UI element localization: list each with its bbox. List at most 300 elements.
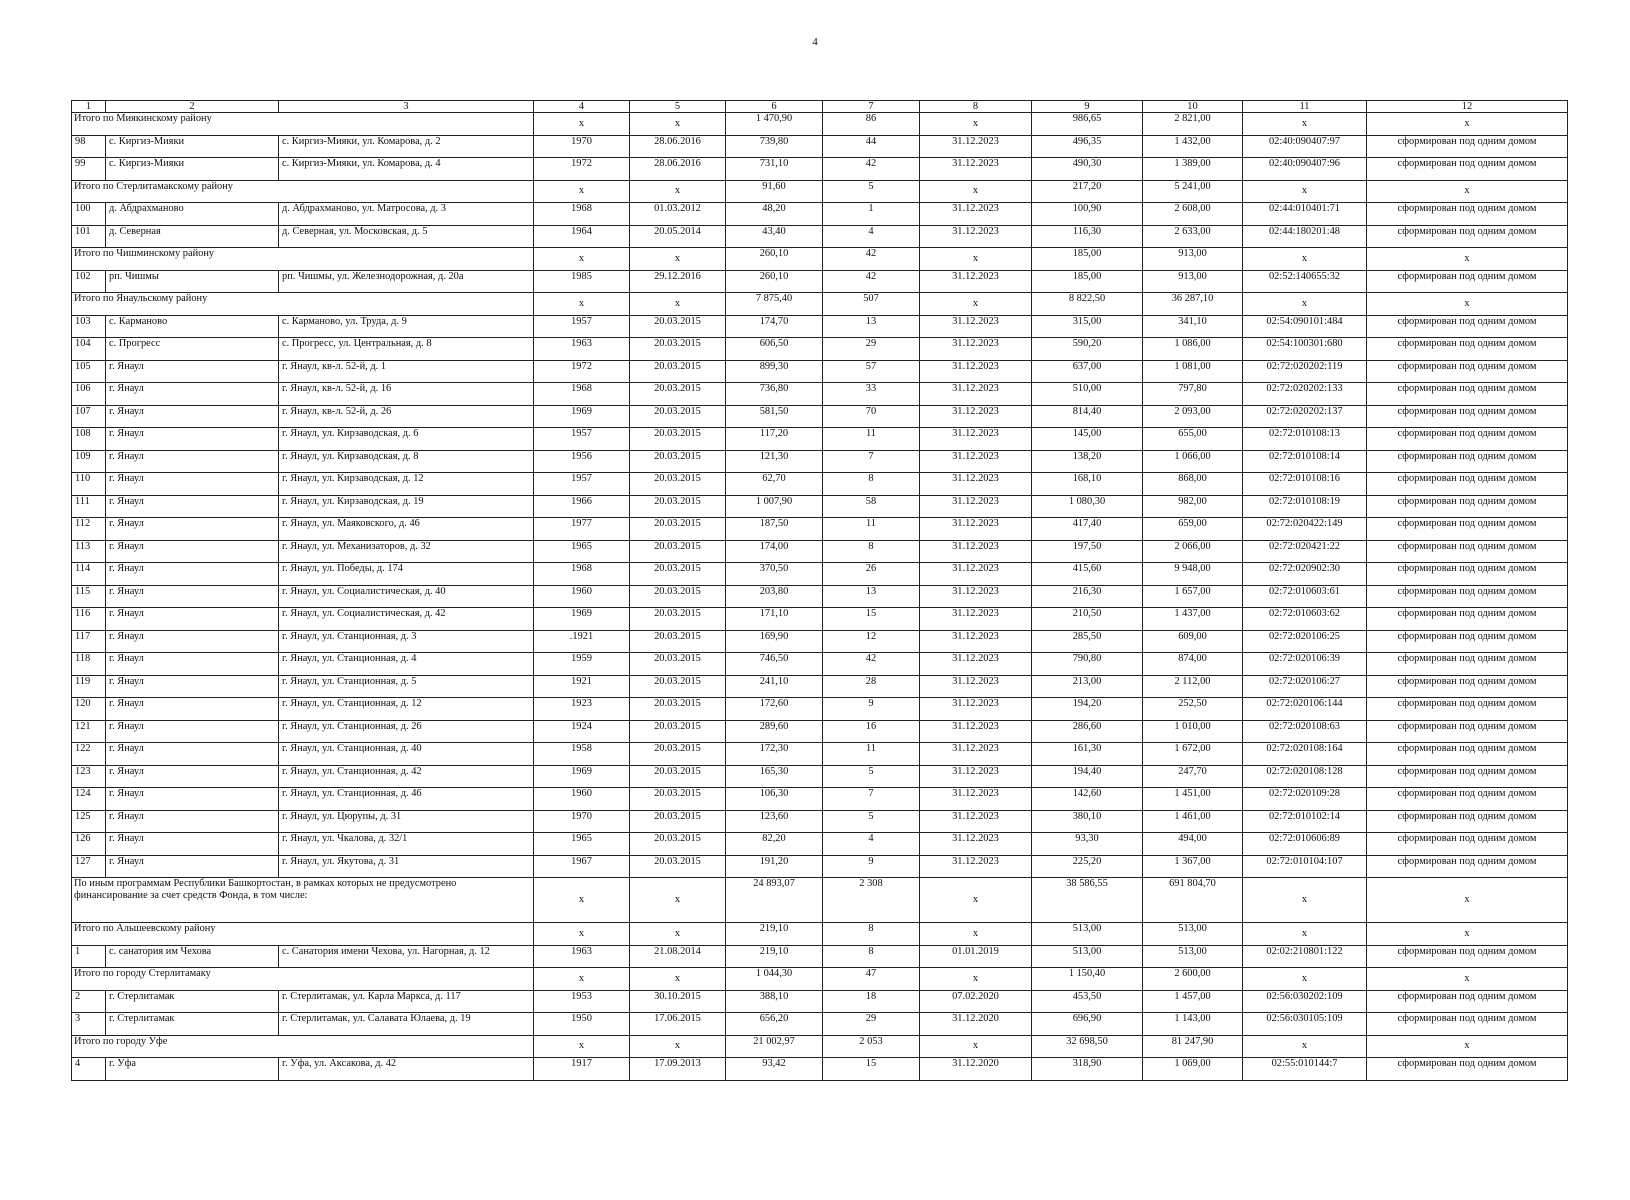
settlement-cell: г. Янаул	[106, 495, 279, 518]
plot-status-cell: сформирован под одним домом	[1367, 158, 1568, 181]
settlement-cell: г. Стерлитамак	[106, 1013, 279, 1036]
district-total-label: Итого по Альшеевскому району	[72, 923, 534, 946]
land-area-cell: 8 822,50	[1032, 293, 1143, 316]
settlement-cell: г. Янаул	[106, 743, 279, 766]
address-cell: г. Янаул, кв-л. 52-й, д. 1	[279, 360, 534, 383]
year-built-cell: 1969	[534, 405, 630, 428]
plot-status-cell: сформирован под одним домом	[1367, 135, 1568, 158]
residents-cell: 9	[823, 855, 920, 878]
row-number: 3	[72, 1013, 106, 1036]
plot-area-cell: 2 608,00	[1143, 203, 1243, 226]
area-cell: 174,70	[726, 315, 823, 338]
planned-date-cell: 31.12.2023	[920, 630, 1032, 653]
plot-status-cell: x	[1367, 1035, 1568, 1058]
program-label: По иным программам Республики Башкортостан, в рамках которых не предусмотрено финансирование за счет средств Фонда, в том числе:	[72, 878, 534, 923]
emergency-date-cell: 20.03.2015	[630, 675, 726, 698]
cadastral-number-cell: 02:55:010144:7	[1243, 1058, 1367, 1081]
residents-cell: 15	[823, 608, 920, 631]
plot-status-cell: сформирован под одним домом	[1367, 315, 1568, 338]
row-number: 117	[72, 630, 106, 653]
plot-area-cell: 2 633,00	[1143, 225, 1243, 248]
planned-date-cell: 31.12.2023	[920, 540, 1032, 563]
year-built-cell: 1970	[534, 810, 630, 833]
table-row	[72, 698, 1568, 721]
address-cell: г. Янаул, ул. Станционная, д. 4	[279, 653, 534, 676]
address-cell: г. Янаул, ул. Якутова, д. 31	[279, 855, 534, 878]
plot-status-cell: сформирован под одним домом	[1367, 473, 1568, 496]
cadastral-number-cell: 02:72:020902:30	[1243, 563, 1367, 586]
row-number: 106	[72, 383, 106, 406]
land-area-cell: 496,35	[1032, 135, 1143, 158]
residents-cell: 507	[823, 293, 920, 316]
district-total-row	[72, 923, 1568, 946]
settlement-cell: г. Янаул	[106, 698, 279, 721]
table-row	[72, 383, 1568, 406]
plot-area-cell: 2 112,00	[1143, 675, 1243, 698]
plot-status-cell: сформирован под одним домом	[1367, 945, 1568, 968]
plot-status-cell: сформирован под одним домом	[1367, 833, 1568, 856]
address-cell: г. Янаул, ул. Социалистическая, д. 40	[279, 585, 534, 608]
land-area-cell: 138,20	[1032, 450, 1143, 473]
plot-status-cell: x	[1367, 180, 1568, 203]
settlement-cell: г. Стерлитамак	[106, 990, 279, 1013]
land-area-cell: 100,90	[1032, 203, 1143, 226]
area-cell: 191,20	[726, 855, 823, 878]
plot-status-cell: сформирован под одним домом	[1367, 518, 1568, 541]
emergency-date-cell: 20.03.2015	[630, 585, 726, 608]
address-cell: г. Янаул, ул. Станционная, д. 5	[279, 675, 534, 698]
plot-area-cell: 252,50	[1143, 698, 1243, 721]
plot-status-cell: сформирован под одним домом	[1367, 450, 1568, 473]
plot-status-cell: сформирован под одним домом	[1367, 270, 1568, 293]
cadastral-number-cell: x	[1243, 180, 1367, 203]
row-number: 1	[72, 945, 106, 968]
emergency-date-cell: 20.03.2015	[630, 698, 726, 721]
cadastral-number-cell: 02:52:140655:32	[1243, 270, 1367, 293]
land-area-cell: 194,40	[1032, 765, 1143, 788]
land-area-cell: 225,20	[1032, 855, 1143, 878]
emergency-date-cell: 20.03.2015	[630, 360, 726, 383]
land-area-cell: 1 080,30	[1032, 495, 1143, 518]
cadastral-number-cell: 02:72:020108:63	[1243, 720, 1367, 743]
address-cell: г. Янаул, ул. Социалистическая, д. 42	[279, 608, 534, 631]
row-number: 103	[72, 315, 106, 338]
emergency-date-cell: x	[630, 968, 726, 991]
column-number: 10	[1143, 101, 1243, 113]
table-row	[72, 518, 1568, 541]
plot-status-cell: x	[1367, 248, 1568, 271]
emergency-date-cell: 20.03.2015	[630, 450, 726, 473]
residents-cell: 13	[823, 585, 920, 608]
planned-date-cell: 31.12.2023	[920, 135, 1032, 158]
cadastral-number-cell: 02:72:010108:16	[1243, 473, 1367, 496]
year-built-cell: 1958	[534, 743, 630, 766]
plot-area-cell: 1 069,00	[1143, 1058, 1243, 1081]
plot-area-cell: 341,10	[1143, 315, 1243, 338]
planned-date-cell: 31.12.2023	[920, 833, 1032, 856]
table-row	[72, 675, 1568, 698]
cadastral-number-cell: x	[1243, 878, 1367, 923]
cadastral-number-cell: x	[1243, 1035, 1367, 1058]
plot-area-cell: 2 600,00	[1143, 968, 1243, 991]
area-cell: 289,60	[726, 720, 823, 743]
emergency-date-cell: 20.03.2015	[630, 788, 726, 811]
settlement-cell: г. Янаул	[106, 608, 279, 631]
plot-status-cell: сформирован под одним домом	[1367, 630, 1568, 653]
area-cell: 91,60	[726, 180, 823, 203]
plot-area-cell: 513,00	[1143, 945, 1243, 968]
plot-status-cell: сформирован под одним домом	[1367, 360, 1568, 383]
cadastral-number-cell: x	[1243, 248, 1367, 271]
plot-area-cell: 36 287,10	[1143, 293, 1243, 316]
planned-date-cell: 31.12.2023	[920, 428, 1032, 451]
address-cell: г. Янаул, ул. Победы, д. 174	[279, 563, 534, 586]
address-cell: г. Янаул, ул. Кирзаводская, д. 12	[279, 473, 534, 496]
year-built-cell: 1968	[534, 563, 630, 586]
emergency-date-cell: 29.12.2016	[630, 270, 726, 293]
address-cell: с. Прогресс, ул. Центральная, д. 8	[279, 338, 534, 361]
emergency-date-cell: 20.03.2015	[630, 743, 726, 766]
residents-cell: 4	[823, 833, 920, 856]
table-row	[72, 585, 1568, 608]
planned-date-cell: 31.12.2023	[920, 585, 1032, 608]
address-cell: г. Стерлитамак, ул. Салавата Юлаева, д. 19	[279, 1013, 534, 1036]
address-cell: г. Янаул, ул. Цюрупы, д. 31	[279, 810, 534, 833]
plot-status-cell: сформирован под одним домом	[1367, 608, 1568, 631]
page-number: 4	[812, 36, 818, 48]
area-cell: 171,10	[726, 608, 823, 631]
year-built-cell: .1921	[534, 630, 630, 653]
plot-area-cell: 1 389,00	[1143, 158, 1243, 181]
plot-area-cell: 1 432,00	[1143, 135, 1243, 158]
planned-date-cell: 31.12.2023	[920, 765, 1032, 788]
year-built-cell: 1968	[534, 203, 630, 226]
residents-cell: 16	[823, 720, 920, 743]
year-built-cell: x	[534, 878, 630, 923]
land-area-cell: 168,10	[1032, 473, 1143, 496]
land-area-cell: 213,00	[1032, 675, 1143, 698]
row-number: 113	[72, 540, 106, 563]
planned-date-cell: 31.12.2023	[920, 743, 1032, 766]
row-number: 109	[72, 450, 106, 473]
plot-area-cell: 513,00	[1143, 923, 1243, 946]
planned-date-cell: x	[920, 1035, 1032, 1058]
emergency-date-cell: x	[630, 180, 726, 203]
emergency-date-cell: 20.03.2015	[630, 810, 726, 833]
area-cell: 656,20	[726, 1013, 823, 1036]
row-number: 104	[72, 338, 106, 361]
emergency-date-cell: 20.03.2015	[630, 315, 726, 338]
table-row	[72, 855, 1568, 878]
cadastral-number-cell: 02:72:020106:144	[1243, 698, 1367, 721]
cadastral-number-cell: 02:72:020106:25	[1243, 630, 1367, 653]
area-cell: 388,10	[726, 990, 823, 1013]
planned-date-cell: 07.02.2020	[920, 990, 1032, 1013]
emergency-date-cell: x	[630, 878, 726, 923]
area-cell: 106,30	[726, 788, 823, 811]
land-area-cell: 1 150,40	[1032, 968, 1143, 991]
settlement-cell: г. Янаул	[106, 720, 279, 743]
address-cell: г. Янаул, ул. Станционная, д. 26	[279, 720, 534, 743]
plot-status-cell: сформирован под одним домом	[1367, 203, 1568, 226]
emergency-date-cell: 21.08.2014	[630, 945, 726, 968]
year-built-cell: 1959	[534, 653, 630, 676]
residents-cell: 42	[823, 248, 920, 271]
year-built-cell: 1967	[534, 855, 630, 878]
district-total-label: Итого по городу Уфе	[72, 1035, 534, 1058]
plot-status-cell: сформирован под одним домом	[1367, 495, 1568, 518]
column-number: 1	[72, 101, 106, 113]
residents-cell: 8	[823, 540, 920, 563]
row-number: 115	[72, 585, 106, 608]
settlement-cell: г. Янаул	[106, 450, 279, 473]
cadastral-number-cell: 02:72:020108:128	[1243, 765, 1367, 788]
cadastral-number-cell: 02:72:010108:13	[1243, 428, 1367, 451]
table-row	[72, 765, 1568, 788]
settlement-cell: д. Абдрахманово	[106, 203, 279, 226]
year-built-cell: 1966	[534, 495, 630, 518]
table-row	[72, 473, 1568, 496]
plot-area-cell: 1 143,00	[1143, 1013, 1243, 1036]
emergency-date-cell: x	[630, 293, 726, 316]
emergency-date-cell: 20.03.2015	[630, 765, 726, 788]
cadastral-number-cell: 02:40:090407:97	[1243, 135, 1367, 158]
plot-area-cell: 2 093,00	[1143, 405, 1243, 428]
settlement-cell: г. Янаул	[106, 788, 279, 811]
plot-status-cell: сформирован под одним домом	[1367, 428, 1568, 451]
cadastral-number-cell: 02:54:090101:484	[1243, 315, 1367, 338]
year-built-cell: x	[534, 1035, 630, 1058]
settlement-cell: г. Янаул	[106, 653, 279, 676]
land-area-cell: 696,90	[1032, 1013, 1143, 1036]
address-cell: г. Янаул, кв-л. 52-й, д. 16	[279, 383, 534, 406]
planned-date-cell: 31.12.2023	[920, 788, 1032, 811]
area-cell: 117,20	[726, 428, 823, 451]
land-area-cell: 513,00	[1032, 945, 1143, 968]
planned-date-cell: 31.12.2023	[920, 338, 1032, 361]
table-row	[72, 338, 1568, 361]
plot-status-cell: сформирован под одним домом	[1367, 1013, 1568, 1036]
settlement-cell: с. санатория им Чехова	[106, 945, 279, 968]
plot-area-cell: 913,00	[1143, 248, 1243, 271]
land-area-cell: 380,10	[1032, 810, 1143, 833]
residents-cell: 57	[823, 360, 920, 383]
row-number: 112	[72, 518, 106, 541]
plot-status-cell: сформирован под одним домом	[1367, 810, 1568, 833]
row-number: 126	[72, 833, 106, 856]
land-area-cell: 417,40	[1032, 518, 1143, 541]
land-area-cell: 315,00	[1032, 315, 1143, 338]
land-area-cell: 590,20	[1032, 338, 1143, 361]
table-row	[72, 203, 1568, 226]
residents-cell: 70	[823, 405, 920, 428]
planned-date-cell: 31.12.2023	[920, 653, 1032, 676]
district-total-label: Итого по Янаульскому району	[72, 293, 534, 316]
address-cell: г. Янаул, ул. Механизаторов, д. 32	[279, 540, 534, 563]
cadastral-number-cell: x	[1243, 923, 1367, 946]
planned-date-cell: 31.12.2020	[920, 1013, 1032, 1036]
plot-status-cell: сформирован под одним домом	[1367, 675, 1568, 698]
address-cell: г. Янаул, ул. Кирзаводская, д. 6	[279, 428, 534, 451]
emergency-date-cell: 01.03.2012	[630, 203, 726, 226]
planned-date-cell: 31.12.2023	[920, 855, 1032, 878]
land-area-cell: 185,00	[1032, 248, 1143, 271]
residents-cell: 26	[823, 563, 920, 586]
table-row	[72, 990, 1568, 1013]
residents-cell: 2 053	[823, 1035, 920, 1058]
cadastral-number-cell: 02:72:010104:107	[1243, 855, 1367, 878]
area-cell: 606,50	[726, 338, 823, 361]
area-cell: 219,10	[726, 945, 823, 968]
area-cell: 187,50	[726, 518, 823, 541]
planned-date-cell: x	[920, 248, 1032, 271]
plot-area-cell: 691 804,70	[1143, 878, 1243, 923]
year-built-cell: 1963	[534, 945, 630, 968]
area-cell: 370,50	[726, 563, 823, 586]
year-built-cell: 1950	[534, 1013, 630, 1036]
land-area-cell: 142,60	[1032, 788, 1143, 811]
settlement-cell: с. Прогресс	[106, 338, 279, 361]
address-cell: г. Янаул, ул. Кирзаводская, д. 19	[279, 495, 534, 518]
emergency-date-cell: x	[630, 113, 726, 136]
plot-area-cell: 494,00	[1143, 833, 1243, 856]
planned-date-cell: 31.12.2023	[920, 158, 1032, 181]
land-area-cell: 986,65	[1032, 113, 1143, 136]
year-built-cell: 1917	[534, 1058, 630, 1081]
emergency-date-cell: 20.03.2015	[630, 720, 726, 743]
year-built-cell: x	[534, 923, 630, 946]
row-number: 123	[72, 765, 106, 788]
year-built-cell: 1965	[534, 540, 630, 563]
year-built-cell: 1972	[534, 360, 630, 383]
plot-area-cell: 2 066,00	[1143, 540, 1243, 563]
land-area-cell: 286,60	[1032, 720, 1143, 743]
district-total-row	[72, 293, 1568, 316]
settlement-cell: г. Янаул	[106, 833, 279, 856]
residents-cell: 8	[823, 923, 920, 946]
area-cell: 21 002,97	[726, 1035, 823, 1058]
planned-date-cell: 31.12.2020	[920, 1058, 1032, 1081]
land-area-cell: 814,40	[1032, 405, 1143, 428]
planned-date-cell: 31.12.2023	[920, 270, 1032, 293]
area-cell: 1 470,90	[726, 113, 823, 136]
residents-cell: 42	[823, 158, 920, 181]
row-number: 105	[72, 360, 106, 383]
land-area-cell: 197,50	[1032, 540, 1143, 563]
area-cell: 241,10	[726, 675, 823, 698]
planned-date-cell: 31.12.2023	[920, 720, 1032, 743]
cadastral-number-cell: 02:44:010401:71	[1243, 203, 1367, 226]
planned-date-cell: 31.12.2023	[920, 203, 1032, 226]
emergency-date-cell: x	[630, 1035, 726, 1058]
planned-date-cell: 31.12.2023	[920, 315, 1032, 338]
year-built-cell: 1921	[534, 675, 630, 698]
cadastral-number-cell: 02:72:020106:39	[1243, 653, 1367, 676]
column-number: 12	[1367, 101, 1568, 113]
planned-date-cell: x	[920, 113, 1032, 136]
settlement-cell: г. Янаул	[106, 428, 279, 451]
column-number: 9	[1032, 101, 1143, 113]
column-number: 4	[534, 101, 630, 113]
cadastral-number-cell: 02:72:020106:27	[1243, 675, 1367, 698]
row-number: 98	[72, 135, 106, 158]
planned-date-cell: x	[920, 293, 1032, 316]
year-built-cell: 1972	[534, 158, 630, 181]
row-number: 124	[72, 788, 106, 811]
area-cell: 123,60	[726, 810, 823, 833]
emergency-date-cell: 20.03.2015	[630, 563, 726, 586]
land-area-cell: 38 586,55	[1032, 878, 1143, 923]
address-cell: с. Киргиз-Мияки, ул. Комарова, д. 2	[279, 135, 534, 158]
planned-date-cell: 31.12.2023	[920, 225, 1032, 248]
emergency-date-cell: 20.03.2015	[630, 608, 726, 631]
residents-cell: 9	[823, 698, 920, 721]
land-area-cell: 210,50	[1032, 608, 1143, 631]
year-built-cell: 1969	[534, 608, 630, 631]
plot-status-cell: x	[1367, 293, 1568, 316]
land-area-cell: 185,00	[1032, 270, 1143, 293]
plot-area-cell: 1 086,00	[1143, 338, 1243, 361]
cadastral-number-cell: 02:44:180201:48	[1243, 225, 1367, 248]
area-cell: 172,30	[726, 743, 823, 766]
area-cell: 174,00	[726, 540, 823, 563]
emergency-date-cell: 20.03.2015	[630, 518, 726, 541]
plot-area-cell: 868,00	[1143, 473, 1243, 496]
residents-cell: 11	[823, 743, 920, 766]
land-area-cell: 216,30	[1032, 585, 1143, 608]
planned-date-cell: 31.12.2023	[920, 698, 1032, 721]
plot-status-cell: сформирован под одним домом	[1367, 653, 1568, 676]
area-cell: 7 875,40	[726, 293, 823, 316]
emergency-date-cell: 20.03.2015	[630, 338, 726, 361]
area-cell: 260,10	[726, 248, 823, 271]
land-area-cell: 285,50	[1032, 630, 1143, 653]
district-total-label: Итого по Миякинскому району	[72, 113, 534, 136]
program-subtotal-row	[72, 878, 1568, 923]
address-cell: г. Янаул, ул. Станционная, д. 3	[279, 630, 534, 653]
plot-status-cell: x	[1367, 923, 1568, 946]
plot-area-cell: 609,00	[1143, 630, 1243, 653]
area-cell: 48,20	[726, 203, 823, 226]
table-row	[72, 225, 1568, 248]
table-row	[72, 810, 1568, 833]
area-cell: 93,42	[726, 1058, 823, 1081]
land-area-cell: 637,00	[1032, 360, 1143, 383]
residents-cell: 11	[823, 428, 920, 451]
planned-date-cell: 31.12.2023	[920, 495, 1032, 518]
plot-area-cell: 2 821,00	[1143, 113, 1243, 136]
plot-status-cell: x	[1367, 968, 1568, 991]
cadastral-number-cell: 02:72:010108:19	[1243, 495, 1367, 518]
district-total-row	[72, 968, 1568, 991]
year-built-cell: 1964	[534, 225, 630, 248]
settlement-cell: рп. Чишмы	[106, 270, 279, 293]
settlement-cell: с. Киргиз-Мияки	[106, 158, 279, 181]
residents-cell: 8	[823, 473, 920, 496]
plot-status-cell: сформирован под одним домом	[1367, 383, 1568, 406]
area-cell: 736,80	[726, 383, 823, 406]
cadastral-number-cell: 02:72:020109:28	[1243, 788, 1367, 811]
planned-date-cell: 31.12.2023	[920, 675, 1032, 698]
plot-area-cell: 1 451,00	[1143, 788, 1243, 811]
land-area-cell: 32 698,50	[1032, 1035, 1143, 1058]
row-number: 116	[72, 608, 106, 631]
settlement-cell: г. Янаул	[106, 675, 279, 698]
address-cell: г. Янаул, кв-л. 52-й, д. 26	[279, 405, 534, 428]
row-number: 110	[72, 473, 106, 496]
area-cell: 731,10	[726, 158, 823, 181]
address-cell: с. Санатория имени Чехова, ул. Нагорная, д. 12	[279, 945, 534, 968]
